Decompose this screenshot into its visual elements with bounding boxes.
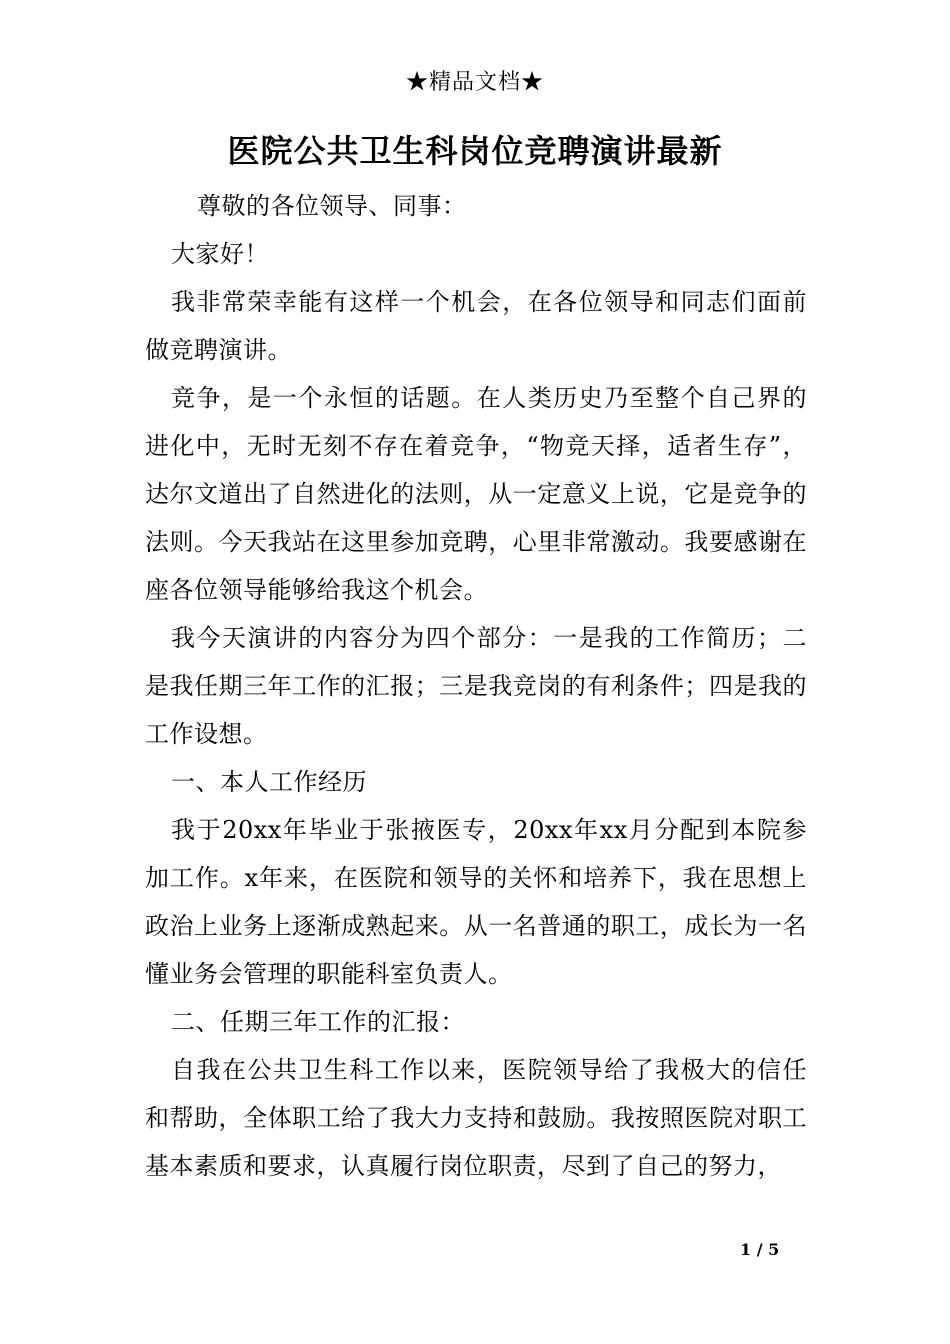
paragraph: 我今天演讲的内容分为四个部分：一是我的工作简历；二是我任期三年工作的汇报；三是我竞岗的有利条件；四是我的工作设想。	[145, 624, 807, 748]
section-heading: 二、任期三年工作的汇报：	[171, 1008, 465, 1036]
page-number: 1 / 5	[740, 1240, 780, 1259]
document-body	[145, 182, 807, 1190]
paragraph: 自我在公共卫生科工作以来，医院领导给了我极大的信任和帮助，全体职工给了我大力支持和鼓励。我按照医院对职工基本素质和要求，认真履行岗位职责，尽到了自己的努力，	[145, 1056, 807, 1180]
paragraph: 竞争，是一个永恒的话题。在人类历史乃至整个自己界的进化中，无时无刻不存在着竞争，“物竞天择，适者生存”，达尔文道出了自然进化的法则，从一定意义上说，它是竞争的法则。今天我站在这里参加竞聘，心里非常激动。我要感谢在座各位领导能够给我这个机会。	[145, 384, 807, 604]
paragraph: 我于20xx年毕业于张掖医专，20xx年xx月分配到本院参加工作。x年来，在医院和领导的关怀和培养下，我在思想上政治上业务上逐渐成熟起来。从一名普通的职工，成长为一名懂业务会管理的职能科室负责人。	[145, 816, 807, 988]
document-title: 医院公共卫生科岗位竞聘演讲最新	[227, 132, 723, 170]
paragraph: 我非常荣幸能有这样一个机会，在各位领导和同志们面前做竞聘演讲。	[145, 288, 807, 364]
paragraph-greeting: 大家好！	[171, 240, 269, 268]
paragraph-salutation: 尊敬的各位领导、同事：	[197, 192, 467, 220]
section-heading: 一、本人工作经历	[171, 768, 367, 796]
header-mark: ★精品文档★	[405, 70, 544, 95]
